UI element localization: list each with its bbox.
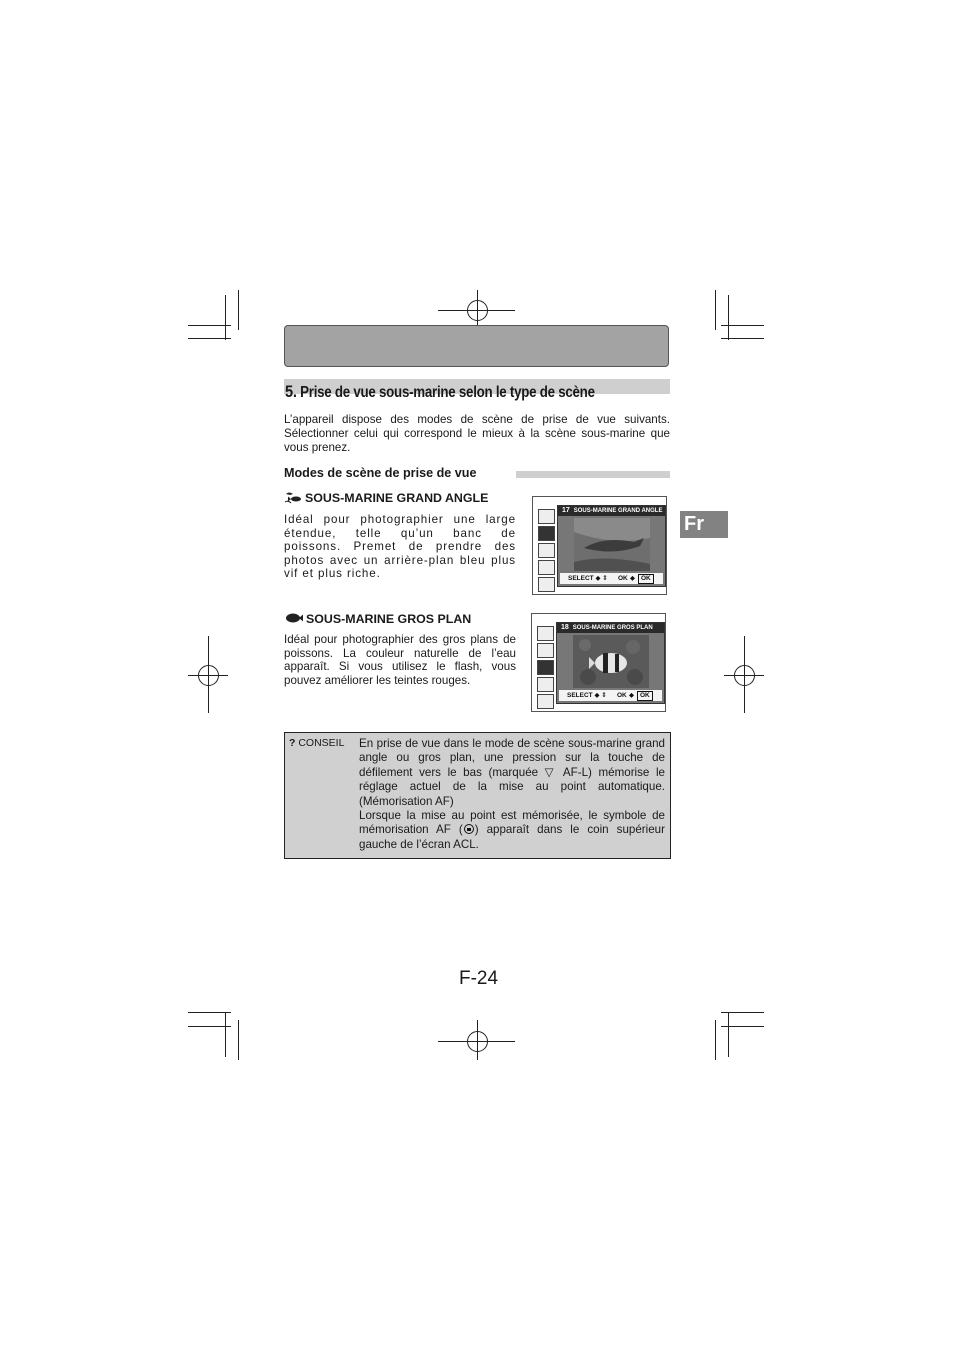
modes-heading: Modes de scène de prise de vue [284, 466, 477, 480]
lcd-header: 18 SOUS-MARINE GROS PLAN [557, 623, 664, 633]
clownfish-photo [573, 635, 649, 688]
section-number: 5. [285, 382, 297, 401]
section-title [285, 382, 595, 402]
modes-heading-bar [516, 471, 670, 478]
lcd-screen-grand-angle [532, 496, 667, 595]
mode-grand-angle [284, 490, 516, 581]
section-title-text: Prise de vue sous-marine selon le type de scène [300, 384, 595, 401]
mode-icons-column [537, 626, 554, 711]
tip-icon: ? [289, 737, 296, 749]
underwater-macro-icon [284, 611, 304, 625]
lcd-footer: SELECT ◆ ⇕ OK ◆ OK [560, 573, 663, 584]
lcd-header: 17 SOUS-MARINE GRAND ANGLE [558, 506, 665, 516]
tip-text: En prise de vue dans le mode de scène sous-marine grand angle ou gros plan, une pression sur la touche de défilement vers le bas (marquée ▽ AF-L) mémorise le réglage actuel de la mise au point automatique. (Mémorisation AF) Lorsque la mise au point est mémorisée, le symbole de mémorisation AF ( ) apparaît dans le coin supérieur gauche de l’écran ACL. [359, 737, 665, 851]
page-number: F-24 [459, 968, 499, 989]
mode-icons-column [538, 509, 555, 594]
lcd-screen-gros-plan [531, 613, 666, 712]
language-tab: Fr [680, 511, 728, 538]
mode-gros-plan [284, 611, 516, 687]
af-lock-icon [463, 823, 475, 835]
intro-paragraph: L’appareil dispose des modes de scène de prise de vue suivants. Sélectionner celui qui correspond le mieux à la scène sous-marine que vous prenez. [284, 413, 670, 454]
header-bar [284, 325, 669, 367]
mode-title: SOUS-MARINE GROS PLAN [284, 611, 516, 626]
mode-description: Idéal pour photographier des gros plans de poissons. La couleur naturelle de l’eau apparaît. Si vous utilisez le flash, vous pouvez améliorer les teintes rouges. [284, 633, 516, 687]
underwater-wide-icon [284, 490, 303, 504]
mode-title: SOUS-MARINE GRAND ANGLE [284, 490, 516, 505]
tip-label: ? CONSEIL [289, 737, 345, 749]
mode-description: Idéal pour photographier une large étendue, telle qu’un banc de poissons. Premet de prendre des photos avec un arrière-plan bleu plus vif et plus riche. [284, 513, 516, 581]
lcd-footer: SELECT ◆ ⇕ OK ◆ OK [559, 690, 662, 701]
shark-photo [574, 518, 650, 571]
